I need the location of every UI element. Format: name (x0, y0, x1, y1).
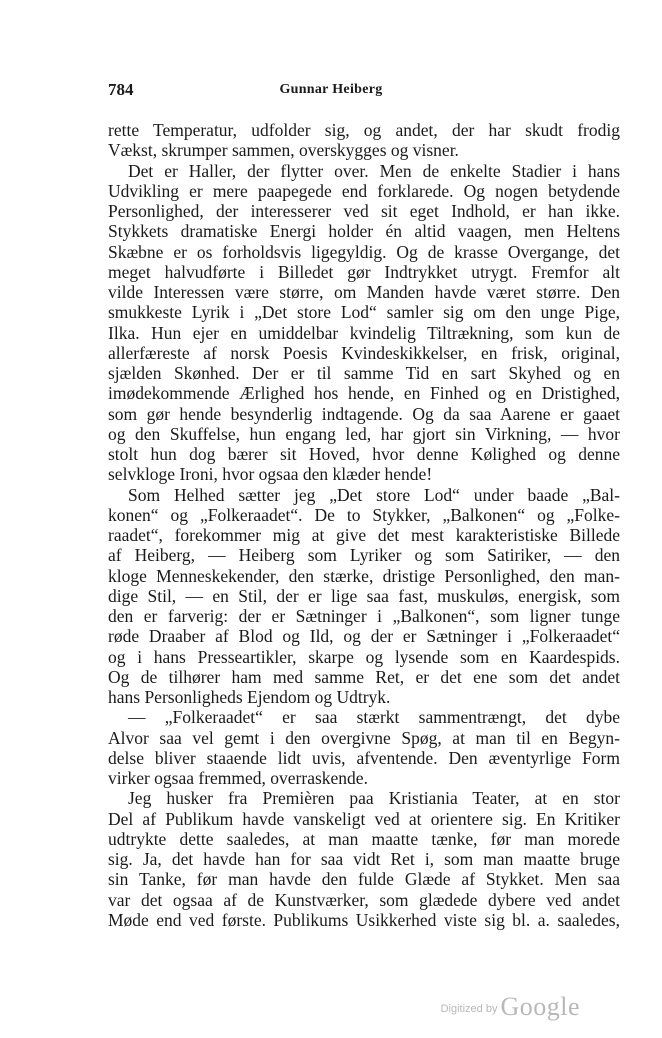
text-line: hans Personligheds Ejendom og Udtryk. (108, 687, 391, 707)
text-line: og i hans Presseartikler, skarpe og lysende som en Kaardespids. (108, 646, 620, 667)
text-line: sin Tanke, før man havde den fulde Glæde af Stykket. Men saa (108, 869, 620, 890)
text-line: Udvikling er mere paapegede end forklarede. Og nogen betydende (108, 180, 620, 201)
text-line: Skæbne er os forholdsvis ligegyldig. Og de krasse Overgange, det (108, 241, 620, 262)
text-line: Møde end ved første. Publikums Usikkerhed viste sig bl. a. saaledes, (108, 909, 620, 930)
text-line: den er farverig: der er Sætninger i „Balkonen“, som ligner tunge (108, 606, 620, 626)
digitized-watermark (441, 992, 580, 1022)
text-line: vilde Interessen være større, om Manden havde været større. Den (108, 282, 620, 302)
text-line: selvkloge Ironi, hvor ogsaa den klæder hende! (108, 464, 433, 485)
text-line: Vækst, skrumper sammen, overskygges og visner. (108, 140, 459, 161)
text-line: delse bliver staaende lidt uvis, afventende. Den æventyrlige Form (108, 747, 620, 768)
text-line: Alvor saa vel gemt i den overgivne Spøg, at man til en Begyn- (108, 727, 620, 748)
text-line: sjælden Skønhed. Der er til samme Tid en sart Skyhed og en (108, 363, 620, 383)
text-line: dige Stil, — en Stil, der er lige saa fast, muskuløs, energisk, som (108, 585, 620, 606)
text-line: Stykkets dramatiske Energi holder én altid vaagen, men Heltens (108, 221, 620, 242)
page-number: 784 (108, 80, 134, 99)
text-line: var det ogsaa af de Kunstværker, som glædede dybere ved andet (108, 889, 620, 910)
text-line: allerfæreste af norsk Poesis Kvindeskikkelser, en frisk, original, (108, 342, 620, 363)
watermark-prefix: Digitized by (440, 1003, 498, 1015)
text-line: udtrykte dette saaledes, at man maatte tænke, før man morede (108, 828, 620, 849)
text-line: raadet“, forekommer mig at give det mest karakteristiske Billede (108, 525, 620, 545)
text-line: rette Temperatur, udfolder sig, og andet, der har skudt frodig (108, 120, 620, 140)
text-line: virker ogsaa fremmed, overraskende. (108, 768, 368, 788)
text-line: Personlighed, der interesserer ved sit eget Indhold, er han ikke. (108, 201, 620, 221)
text-line: meget halvudførte i Billedet gør Indtrykket utrygt. Fremfor alt (108, 261, 620, 282)
text-line: Ilka. Hun ejer en umiddelbar kvindelig Tiltrækning, som kun de (108, 322, 620, 343)
text-line: smukkeste Lyrik i „Det store Lod“ samler sig om den unge Pige, (108, 302, 620, 323)
watermark-brand: Google (500, 992, 580, 1021)
text-line: — „Folkeraadet“ er saa stærkt sammentrængt, det dybe (128, 707, 620, 728)
body-text (108, 120, 620, 930)
text-line: stolt hun dog bærer sit Hoved, hvor denne Kølighed og denne (108, 444, 620, 464)
text-line: Som Helhed sætter jeg „Det store Lod“ under baade „Bal- (128, 484, 620, 505)
text-line: af Heiberg, — Heiberg som Lyriker og som Satiriker, — den (108, 545, 620, 566)
text-line: Det er Haller, der flytter over. Men de enkelte Stadier i hans (128, 160, 620, 181)
text-line: kloge Menneskekender, den stærke, dristige Personlighed, den man- (108, 565, 620, 586)
text-line: Jeg husker fra Premièren paa Kristiania Teater, at en stor (128, 788, 620, 809)
text-line: og den Skuffelse, hun engang led, har gjort sin Virkning, — hvor (108, 423, 620, 444)
text-line: konen“ og „Folkeraadet“. De to Stykker, „Balkonen“ og „Folke- (108, 504, 620, 525)
text-line: som gør hende besynderlig indtagende. Og da saa Aarene er gaaet (108, 403, 620, 424)
text-line: røde Draaber af Blod og Ild, og der er Sætninger i „Folkeraadet“ (108, 626, 620, 647)
text-line: Og de tilhører ham med samme Ret, er det ene som det andet (108, 666, 620, 687)
text-line: imødekommende Ærlighed hos hende, en Finhed og en Dristighed, (108, 383, 620, 404)
text-line: sig. Ja, det havde han for saa vidt Ret i, som man maatte bruge (108, 849, 620, 869)
text-line: Del af Publikum havde vanskeligt ved at orientere sig. En Kritiker (108, 808, 620, 829)
running-title: Gunnar Heiberg (279, 82, 383, 97)
